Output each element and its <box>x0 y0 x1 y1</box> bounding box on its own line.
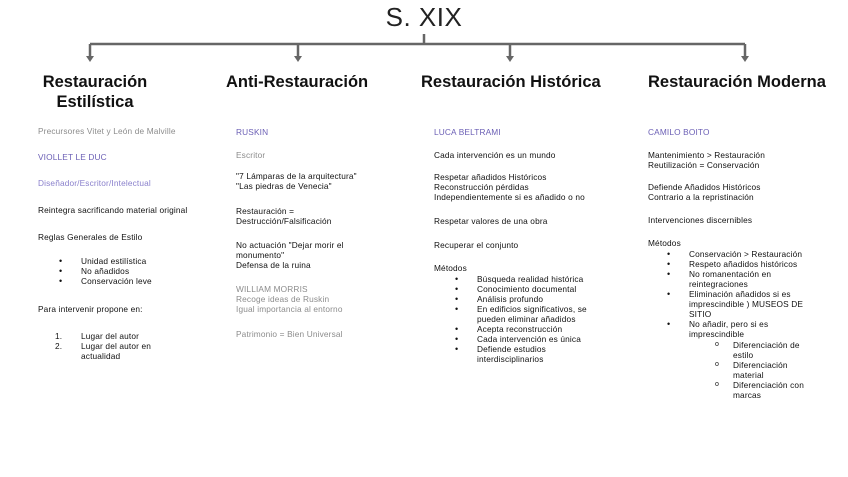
list-item: • Análisis profundo <box>477 294 597 304</box>
list-item: • En edificios significativos, se pueden eliminar añadidos <box>477 304 597 324</box>
restauracion-text: Restauración = Destrucción/Falsificación <box>236 206 332 226</box>
list-item: • Conservación leve <box>81 276 213 286</box>
page-title: S. XIX <box>385 2 463 32</box>
list-item: • Defiende estudios interdisciplinarios <box>477 344 557 364</box>
conjunto-text: Recuperar el conjunto <box>434 240 519 250</box>
role-text: Diseñador/Escritor/Intelectual <box>38 178 151 188</box>
column-restauracion-historica <box>421 72 611 364</box>
no-actuacion-text: No actuación "Dejar morir el monumento" Defensa de la ruina <box>236 240 344 270</box>
sub-list <box>689 340 813 400</box>
person-name: RUSKIN <box>236 127 269 137</box>
mundo-text: Cada intervención es un mundo <box>434 150 556 160</box>
column-heading: Anti-Restauración <box>226 73 369 91</box>
column-heading: Restauración Histórica <box>421 73 601 91</box>
list-item: o Diferenciación de estilo <box>733 340 813 360</box>
metodos-label: Métodos <box>434 263 467 273</box>
metodos-list <box>434 274 597 364</box>
list-item: o Diferenciación material <box>733 360 813 380</box>
patrimonio-text: Patrimonio = Bien Universal <box>236 329 343 339</box>
list-item: • Conocimiento documental <box>477 284 597 294</box>
list-item: • Eliminación añadidos si es imprescindible ) MUSEOS DE SITIO <box>689 289 813 319</box>
defiende-block: Defiende Añadidos Históricos Contrario a la repristinación <box>648 182 761 202</box>
list-item: o Diferenciación con marcas <box>733 380 813 400</box>
intervene-list <box>38 331 161 361</box>
list-item: • No añadidos <box>81 266 213 276</box>
books-text: "7 Lámparas de la arquitectura" "Las piedras de Venecia" <box>236 171 357 191</box>
connector-lines <box>0 0 848 80</box>
list-item: • No romanentación en reintegraciones <box>689 269 813 289</box>
reglas-text: Reglas Generales de Estilo <box>38 232 143 242</box>
metodos-list <box>648 249 813 400</box>
role-text: Escritor <box>236 150 266 160</box>
column-anti-restauracion <box>226 72 396 339</box>
list-item: • Búsqueda realidad histórica <box>477 274 597 284</box>
list-item: • No añadir, pero si es imprescindible o Diferenciación de estilo o Diferenciación material o Diferenciación con marcas <box>689 319 813 400</box>
morris-text: WILLIAM MORRIS Recoge ideas de Ruskin Igual importancia al entorno <box>236 284 343 314</box>
column-heading: Restauración Moderna <box>648 73 826 91</box>
person-name: LUCA BELTRAMI <box>434 127 501 137</box>
metodos-label: Métodos <box>648 238 681 248</box>
list-item: 2. Lugar del autor en actualidad <box>55 341 152 361</box>
list-item: • Cada intervención es única <box>477 334 597 344</box>
list-item: 1. Lugar del autor <box>55 331 140 341</box>
discernibles-text: Intervenciones discernibles <box>648 215 753 225</box>
list-item: • Respeto añadidos históricos <box>689 259 813 269</box>
column-heading: Restauración Estilística <box>42 73 148 111</box>
estilo-list <box>38 256 213 286</box>
respetar-block: Respetar añadidos Históricos Reconstrucción pérdidas Independientemente si es añadido o no <box>434 172 585 202</box>
precursores-text: Precursores Vitet y León de Malville <box>38 126 176 136</box>
reintegra-text: Reintegra sacrificando material original <box>38 205 188 215</box>
list-item: • Unidad estilística <box>81 256 213 266</box>
person-name: VIOLLET LE DUC <box>38 152 107 162</box>
mantenimiento-block: Mantenimiento > Restauración Reutilización = Conservación <box>648 150 765 170</box>
valores-text: Respetar valores de una obra <box>434 216 548 226</box>
person-name: CAMILO BOITO <box>648 127 710 137</box>
column-restauracion-moderna <box>648 72 833 400</box>
intervene-text: Para intervenir propone en: <box>38 304 143 314</box>
column-restauracion-estilistica <box>38 72 213 361</box>
list-item: • Acepta reconstrucción <box>477 324 597 334</box>
list-item: • Conservación > Restauración <box>689 249 813 259</box>
